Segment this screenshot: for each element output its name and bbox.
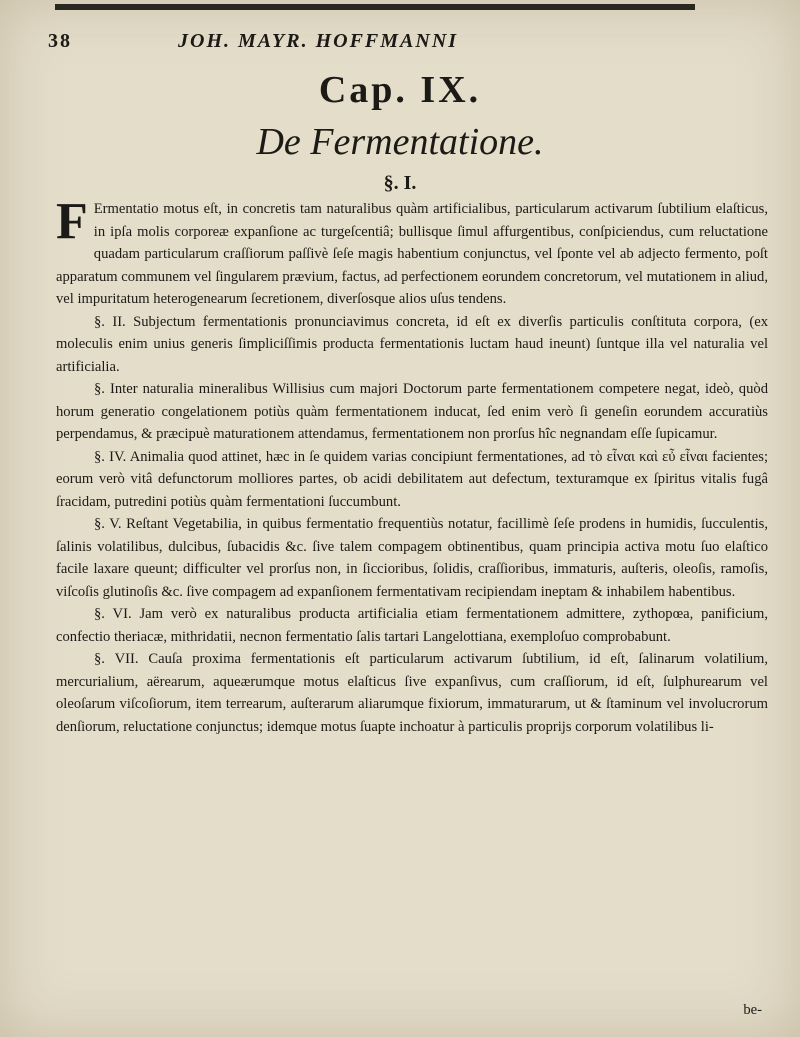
paragraph: §. IV. Animalia quod attinet, hæc in ſe quidem varias concipiunt fermentationes, ad τὸ εἶναι καὶ εὖ εἶναι facientes; eorum verò vitâ defunctorum molliores partes, ob acidi debilitatem aut defectum, texturamque ex ſpiritus vitalis fugâ ſracidam, putredini potiùs quàm fermentationi ſuccumbunt. [56,448,768,510]
paragraph: §. Inter naturalia mineralibus Willisius cum majori Doctorum parte fermentationem competere negat, ideò, quòd horum generatio congelationem potiùs quàm fermentationem inducat, ſed enim verò ſi geneſin eorundem accuratiùs perpendamus, & præcipuè maturationem attendamus, fermentationem non prorſus hîc negnandam eſſe ſupicamur. [56,381,768,442]
paragraph: §. VI. Jam verò ex naturalibus producta artificialia etiam fermentationem admittere, zythopœa, panificium, confectio theriacæ, mithridatii, necnon fermentatio ſalis tartari Langelottiana, exemploſuo comprobabunt. [56,606,768,645]
paragraph-text: Ermentatio motus eſt, in concretis tam naturalibus quàm artificialibus, particularum activarum ſubtilium elaſticus, in ipſa molis corporeæ expanſione ac turgeſcentiâ; bullisque ſimul affurgentibus, conſpiciendus, cum reluctatione quadam particularum craſſiorum paſſivè ſeſe magis habentium conjunctus, vel ſponte vel ab adjecto fermento, poſt apparatum communem vel ſingularem prævium, factus, ad perfectionem eorundem concretorum, vel mutationem in aliud, vel impuritatum heterogenearum ſecretionem, diverſosque alios uſus tendens. [56,201,768,307]
catchword: be- [743,1002,762,1018]
paragraph: §. VII. Cauſa proxima fermentationis eſt particularum activarum ſubtilium, id eſt, ſalinarum volatilium, mercurialium, aërearum, aqueærumque motus elaſticus ſive expanſivus, cum craſſiorum, id eſt, ſulphurearum vel oleoſarum viſcoſiorum, item terrearum, auſterarum aliarumque fixiorum, immaturarum, ut & ſtaminum vel involucrorum denſiorum, reluctatione conjunctus; idemque motus ſuapte inchoatur à particulis proprijs corporum volatilibus li- [56,651,768,735]
running-head: JOH. MAYR. HOFFMANNI [178,30,459,52]
chapter-heading: Cap. IX. [318,69,482,111]
paragraph: §. II. Subjectum fermentationis pronunciavimus concreta, id eſt ex diverſis particulis conſtituta corpora, (ex moleculis enim unius generis ſimpliciſſimis producta fermentationis luctam haud ineunt) ſuntque illa vel naturalia vel artificialia. [56,313,768,375]
body-text [56,193,768,738]
chapter-title: De Fermentatione. [256,121,544,163]
paragraph [56,193,768,311]
top-rule [55,4,695,10]
section-mark: §. I. [383,172,417,194]
paragraph: §. V. Reſtant Vegetabilia, in quibus fermentatio frequentiùs notatur, facillimè ſeſe prodens in humidis, ſucculentis, ſalinis volatilibus, dulcibus, ſubacidis &c. ſive talem compagem obtinentibus, quam principia activa motu ſuo elaſtico facile laxare queunt; difficulter vel prorſus non, in ſiccioribus, ſolidis, craſſioribus, immaturis, auſteris, oleoſis, ramoſis, viſcoſis glutinoſis &c. ſive compagem ad expanſionem fermentativam recipiendam ineptam & inhabilem habentibus. [56,516,768,600]
drop-cap: F [56,193,88,250]
page-number: 38 [48,30,72,52]
